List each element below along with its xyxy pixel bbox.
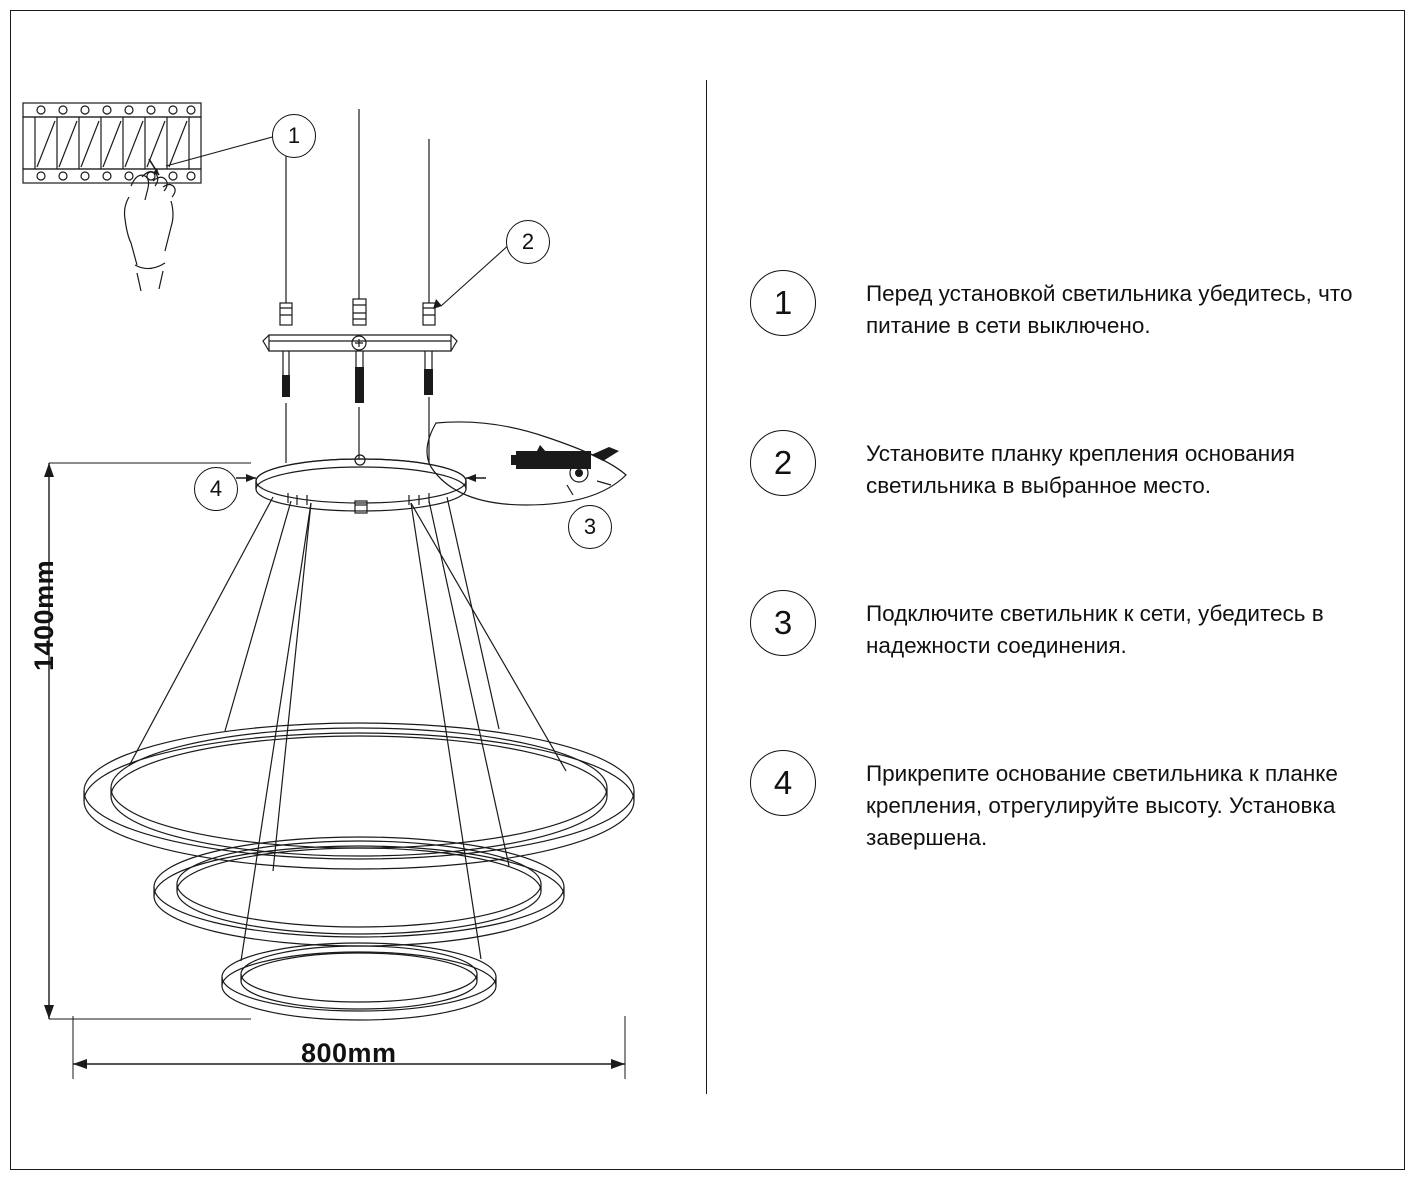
height-dimension-label: 1400mm: [29, 559, 59, 671]
step-number-badge-1: 1: [750, 270, 816, 336]
step-text-1: Перед установкой светильника убедитесь, что питание в сети выключено.: [866, 281, 1353, 338]
step-text-2: Установите планку крепления основания светильника в выбранное место.: [866, 441, 1295, 498]
mounting-bracket: [263, 335, 457, 403]
step-number-badge-2: 2: [750, 430, 816, 496]
callout-1: 1: [272, 114, 316, 158]
callout-3: 3: [568, 505, 612, 549]
instruction-step: [750, 590, 1370, 662]
step-number-badge-4: 4: [750, 750, 816, 816]
driver-detail: [427, 422, 626, 505]
step-text-3: Подключите светильник к сети, убедитесь в надежности соединения.: [866, 601, 1324, 658]
ring-medium: [154, 837, 564, 946]
step-text-4: Прикрепите основание светильника к планке крепления, отрегулируйте высоту. Установка завершена.: [866, 761, 1338, 850]
callout-2: 2: [506, 220, 550, 264]
lamp-assembly-drawing: [11, 11, 705, 1169]
callout-4: 4: [194, 467, 238, 511]
ring-suspension-wires: [129, 497, 566, 961]
instruction-step: [750, 750, 1370, 854]
height-dimension-line: [44, 463, 251, 1019]
terminal-block-detail: [23, 103, 201, 291]
step-number-badge-3: 3: [750, 590, 816, 656]
instruction-step: [750, 430, 1370, 502]
ceiling-canopy: [256, 455, 466, 513]
vertical-divider: [706, 80, 707, 1094]
instruction-steps-list: [750, 270, 1370, 854]
cable-grippers: [280, 299, 435, 325]
ring-small: [222, 943, 496, 1020]
width-dimension-label: 800mm: [301, 1038, 397, 1068]
instruction-step: [750, 270, 1370, 342]
